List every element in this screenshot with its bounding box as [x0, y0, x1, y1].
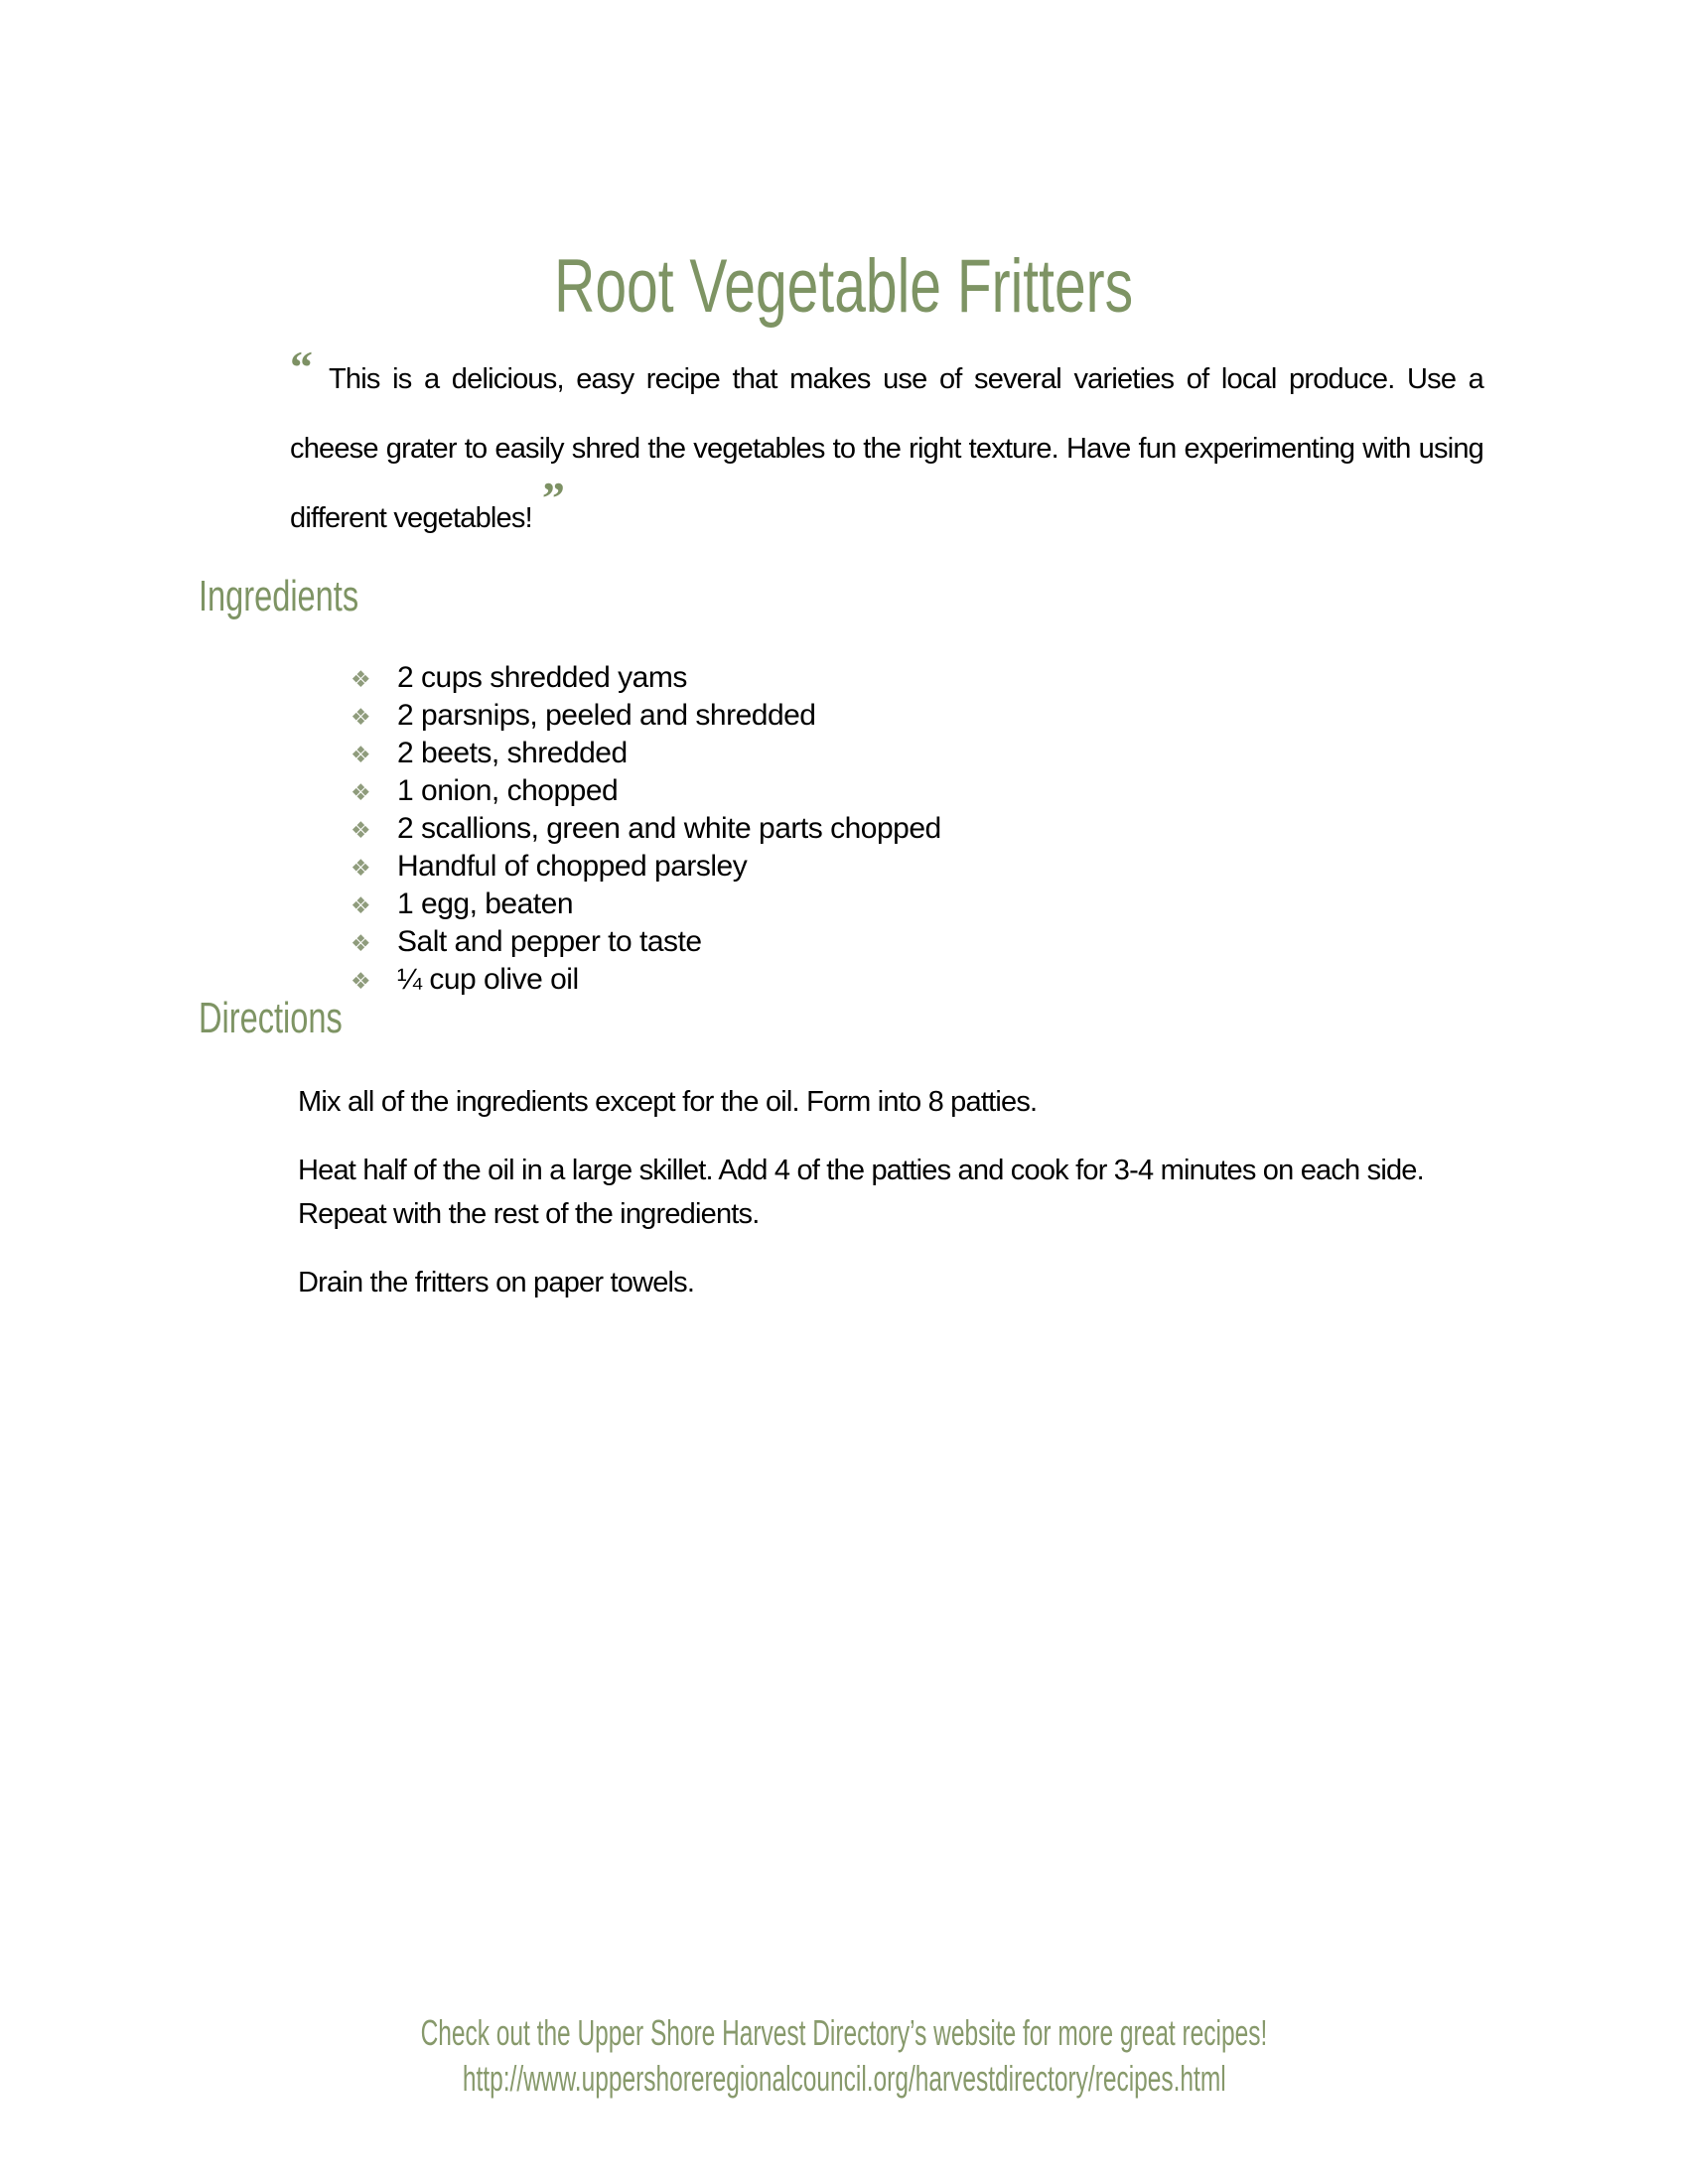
ingredient-text: 2 scallions, green and white parts chopped	[397, 812, 941, 845]
diamond-bullet-icon: ❖	[351, 969, 371, 995]
ingredient-text: 2 beets, shredded	[397, 737, 628, 769]
ingredient-text: Handful of chopped parsley	[397, 850, 748, 883]
ingredient-item	[351, 736, 941, 773]
close-quote-icon: ”	[541, 473, 565, 523]
directions-heading: Directions	[199, 994, 343, 1042]
ingredient-text: 1 egg, beaten	[397, 887, 574, 920]
diamond-bullet-icon: ❖	[351, 818, 371, 844]
open-quote-icon: “	[290, 341, 313, 392]
direction-paragraph: Mix all of the ingredients except for the oil. Form into 8 patties.	[298, 1086, 1038, 1118]
diamond-bullet-icon: ❖	[351, 705, 371, 731]
ingredient-item	[351, 698, 941, 736]
directions-body	[298, 1080, 1489, 1329]
footer-url-link[interactable]: http://www.uppershoreregionalcouncil.org/harvestdirectory/recipes.html	[462, 2058, 1226, 2099]
recipe-quote	[290, 341, 1483, 553]
ingredient-item	[351, 660, 941, 698]
ingredient-item	[351, 773, 941, 811]
ingredients-list	[351, 660, 941, 1000]
ingredient-text: ¼ cup olive oil	[397, 963, 579, 996]
ingredient-text: Salt and pepper to taste	[397, 925, 702, 958]
quote-text: This is a delicious, easy recipe that makes use of several varieties of local produce. Use a cheese grater to easily shred the vegetables to the right texture. Have fun experimenting with using different vegetables!	[290, 363, 1483, 534]
footer-message: Check out the Upper Shore Harvest Directory’s website for more great recipes!	[420, 2012, 1268, 2053]
ingredient-item	[351, 962, 941, 1000]
ingredient-text: 2 parsnips, peeled and shredded	[397, 699, 816, 732]
direction-paragraph: Drain the fritters on paper towels.	[298, 1267, 695, 1298]
footer-url-line	[0, 2056, 1688, 2102]
ingredient-item	[351, 811, 941, 849]
ingredient-item	[351, 924, 941, 962]
recipe-title: Root Vegetable Fritters	[554, 243, 1134, 329]
footer-message-line	[0, 2010, 1688, 2056]
ingredients-heading: Ingredients	[199, 572, 359, 620]
ingredient-item	[351, 849, 941, 887]
diamond-bullet-icon: ❖	[351, 893, 371, 919]
footer	[0, 2010, 1688, 2102]
diamond-bullet-icon: ❖	[351, 856, 371, 882]
ingredient-item	[351, 887, 941, 924]
diamond-bullet-icon: ❖	[351, 743, 371, 768]
direction-paragraph: Heat half of the oil in a large skillet. Add 4 of the patties and cook for 3-4 minutes on each side. Repeat with the rest of the ingredients.	[298, 1155, 1424, 1230]
diamond-bullet-icon: ❖	[351, 780, 371, 806]
diamond-bullet-icon: ❖	[351, 931, 371, 957]
ingredient-text: 2 cups shredded yams	[397, 661, 687, 694]
diamond-bullet-icon: ❖	[351, 667, 371, 693]
ingredient-text: 1 onion, chopped	[397, 774, 619, 807]
